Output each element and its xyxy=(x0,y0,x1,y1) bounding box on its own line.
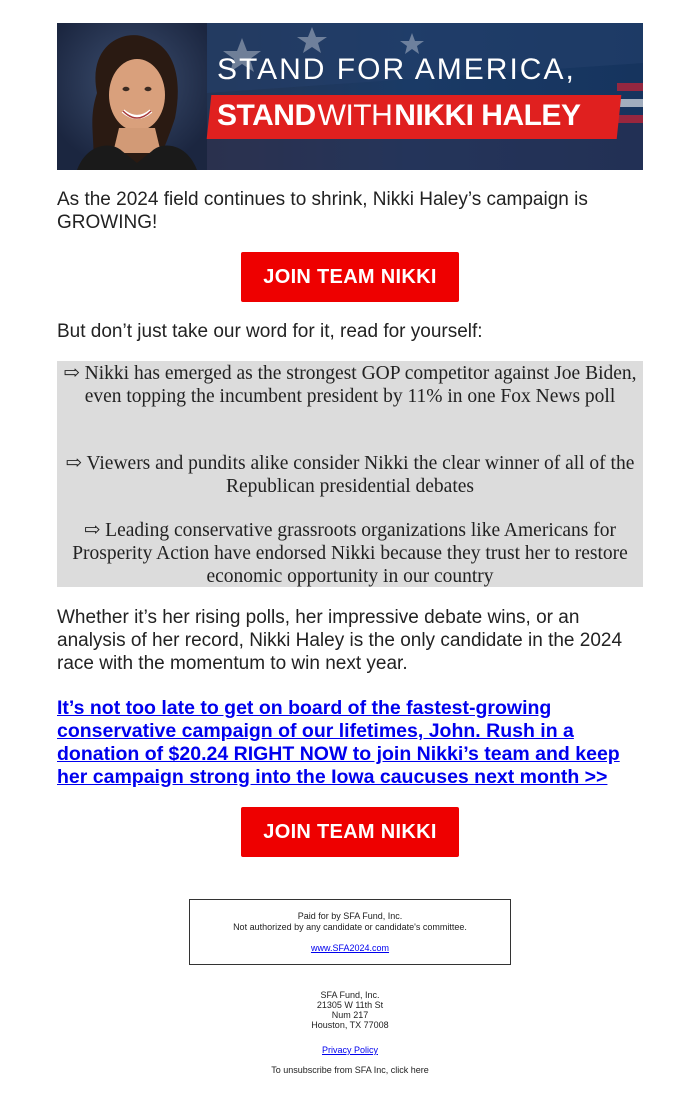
banner-word-with: WITH xyxy=(317,99,393,132)
banner-word-stand: STAND xyxy=(217,99,316,132)
lead-paragraph: But don’t just take our word for it, read for yourself: xyxy=(57,321,483,342)
join-team-button[interactable]: JOIN TEAM NIKKI xyxy=(241,252,459,302)
donate-link[interactable]: It’s not too late to get on board of the fastest-growing conservative campaign of our lifetimes, John. Rush in a donation of $20.24 RIGHT NOW to join Nikki’s team and keep her campaign strong into the Iowa caucuses next month >> xyxy=(57,697,620,788)
banner-headline: STAND FOR AMERICA, xyxy=(217,53,576,86)
unsubscribe-link[interactable]: To unsubscribe from SFA Inc, click here xyxy=(271,1065,429,1075)
address-street: 21305 W 11th St xyxy=(316,1000,384,1010)
join-team-button-2[interactable]: JOIN TEAM NIKKI xyxy=(241,807,459,857)
paid-for-disclaimer xyxy=(189,899,511,965)
bullet-item-2: ⇨ Viewers and pundits alike consider Nikki the clear winner of all of the Republican presidential debates xyxy=(65,453,635,497)
website-link[interactable]: www.SFA2024.com xyxy=(310,943,390,953)
body-paragraph: Whether it’s her rising polls, her impressive debate wins, or an analysis of her record, Nikki Haley is the only candidate in the 2024 race with the momentum to win next year. xyxy=(57,607,623,674)
address-org: SFA Fund, Inc. xyxy=(320,990,380,1000)
address-unit: Num 217 xyxy=(331,1010,369,1020)
bullet-item-1: ⇨ Nikki has emerged as the strongest GOP competitor against Joe Biden, even topping the incumbent president by 11% in one Fox News poll xyxy=(63,363,637,407)
header-banner xyxy=(57,23,643,170)
disclaimer-line-2: Not authorized by any candidate or candidate's committee. xyxy=(233,922,467,932)
address-city: Houston, TX 77008 xyxy=(311,1020,389,1030)
privacy-policy-link[interactable]: Privacy Policy xyxy=(321,1045,378,1055)
banner-word-name: NIKKI HALEY xyxy=(394,99,581,132)
candidate-photo xyxy=(57,23,207,170)
banner-subheadline xyxy=(217,99,617,133)
bullet-item-3: ⇨ Leading conservative grassroots organizations like Americans for Prosperity Action have endorsed Nikki because they trust her to restore economic opportunity in our country xyxy=(72,520,628,587)
intro-paragraph: As the 2024 field continues to shrink, Nikki Haley’s campaign is GROWING! xyxy=(57,189,588,233)
disclaimer-line-1: Paid for by SFA Fund, Inc. xyxy=(297,911,403,921)
